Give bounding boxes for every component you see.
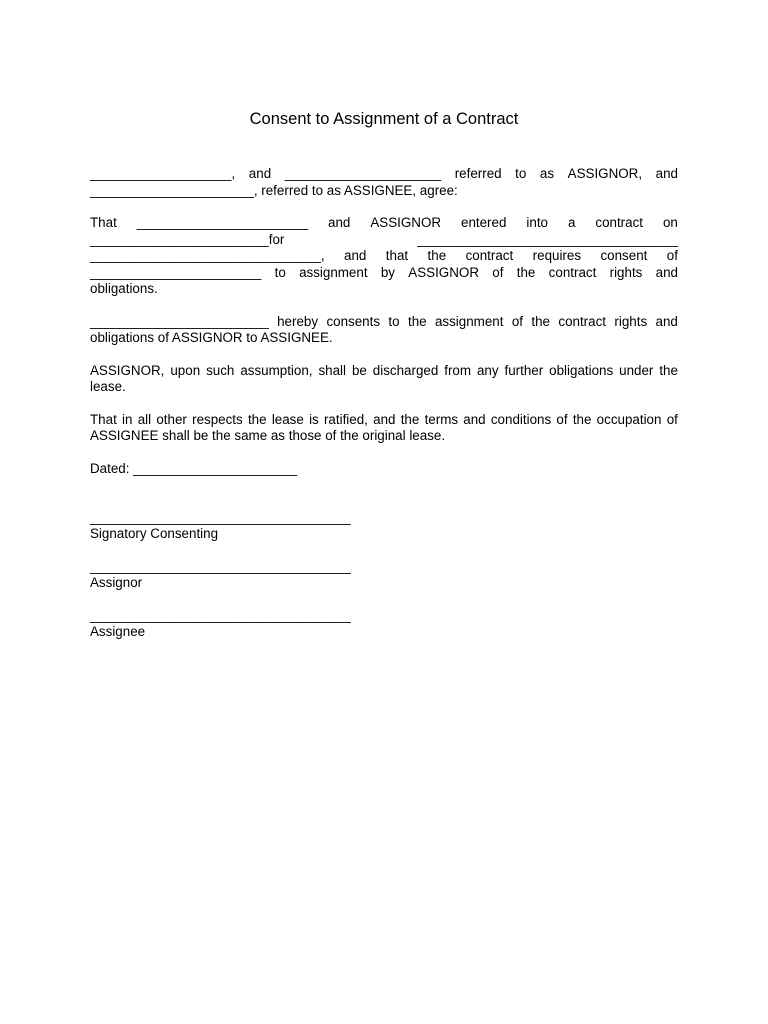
word: to [274, 265, 286, 280]
word: further [504, 363, 544, 378]
word: ASSIGNOR, [90, 363, 165, 378]
word: ASSIGNOR [408, 265, 479, 280]
word: from [444, 363, 472, 378]
paragraph-1-line-1 [90, 166, 678, 183]
signature-label-assignee: Assignee [90, 624, 146, 639]
word: other [156, 412, 187, 427]
word: terms [424, 412, 459, 427]
word: ASSIGNOR [370, 215, 442, 230]
word: ________________________ [90, 314, 269, 329]
word: _____________________ [284, 166, 442, 181]
word: is [309, 412, 319, 427]
word: ___________________, [90, 166, 236, 181]
word: consents [326, 314, 381, 329]
word: the [400, 412, 420, 427]
word: assumption, [240, 363, 313, 378]
word: that [385, 248, 409, 263]
word: to [388, 314, 400, 329]
word: That [90, 412, 117, 427]
word: and [328, 215, 351, 230]
word: upon [170, 363, 201, 378]
paragraph-2-line-5: obligations. [90, 281, 158, 296]
paragraph-5-line-2: ASSIGNEE shall be the same as those of the original lease. [90, 428, 446, 443]
word: entered [461, 215, 507, 230]
word: contract [465, 248, 514, 263]
signature-line-assignee: ___________________________________ [90, 608, 351, 623]
word: rights [609, 265, 643, 280]
word: and [344, 248, 367, 263]
word: the [516, 265, 536, 280]
word: the [531, 314, 550, 329]
word: any [476, 363, 499, 378]
word: hereby [277, 314, 319, 329]
signature-line-consenting: ___________________________________ [90, 510, 351, 525]
word: the [427, 248, 447, 263]
word: requires [532, 248, 582, 263]
word: rights [614, 314, 648, 329]
paragraph-2-line-1 [90, 215, 678, 232]
word: contract [548, 265, 597, 280]
word: to [515, 166, 527, 181]
word: respects [192, 412, 243, 427]
word: of [492, 265, 504, 280]
word: ratified, [323, 412, 368, 427]
paragraph-3-line-2: obligations of ASSIGNOR to ASSIGNEE. [90, 330, 333, 345]
word: and [463, 412, 486, 427]
word: be [351, 363, 367, 378]
paragraph-4-line-1 [90, 363, 678, 380]
word: and [655, 314, 678, 329]
word: _______________________________, [90, 248, 325, 263]
signature-label-consenting: Signatory Consenting [90, 526, 219, 541]
word: and [248, 166, 272, 181]
paragraph-2-line-2 [90, 232, 678, 249]
word: referred [454, 166, 502, 181]
word: the [659, 363, 678, 378]
word: lease [271, 412, 304, 427]
word: assignment [434, 314, 504, 329]
word: obligations [549, 363, 614, 378]
word: occupation [596, 412, 662, 427]
word: ASSIGNOR, [567, 166, 643, 181]
paragraph-2-line-4 [90, 265, 678, 282]
document-title: Consent to Assignment of a Contract [249, 110, 519, 128]
word: ___________________________________ [417, 232, 678, 247]
word: of [511, 314, 523, 329]
word: and [655, 265, 678, 280]
word: the [572, 412, 592, 427]
word: of [666, 412, 678, 427]
dated-line: Dated: ______________________ [90, 461, 298, 476]
word: and [655, 166, 678, 181]
word: as [539, 166, 555, 181]
word: consent [600, 248, 648, 263]
word: _______________________ [136, 215, 309, 230]
paragraph-1-line-2: ______________________, referred to as ASSIGNEE, agree: [90, 183, 458, 198]
word: of [666, 248, 678, 263]
word: by [380, 265, 395, 280]
word: contract [595, 215, 644, 230]
word: and [373, 412, 396, 427]
signature-line-assignor: ___________________________________ [90, 559, 351, 574]
word: of [556, 412, 568, 427]
word: shall [318, 363, 347, 378]
paragraph-3-line-1 [90, 314, 678, 331]
word: ________________________for [90, 232, 285, 247]
word: conditions [490, 412, 552, 427]
word: assignment [299, 265, 368, 280]
word: all [137, 412, 152, 427]
word: a [567, 215, 576, 230]
word: on [662, 215, 678, 230]
word: such [206, 363, 235, 378]
signature-label-assignor: Assignor [90, 575, 143, 590]
paragraph-4-line-2: lease. [90, 379, 126, 394]
paragraph-5-line-1 [90, 412, 678, 429]
word: in [122, 412, 133, 427]
word: the [407, 314, 427, 329]
word: into [526, 215, 548, 230]
word: under [619, 363, 654, 378]
word: contract [558, 314, 607, 329]
word: the [247, 412, 267, 427]
paragraph-2-line-3 [90, 248, 678, 265]
word: _______________________ [90, 265, 262, 280]
word: That [90, 215, 117, 230]
word: discharged [372, 363, 439, 378]
